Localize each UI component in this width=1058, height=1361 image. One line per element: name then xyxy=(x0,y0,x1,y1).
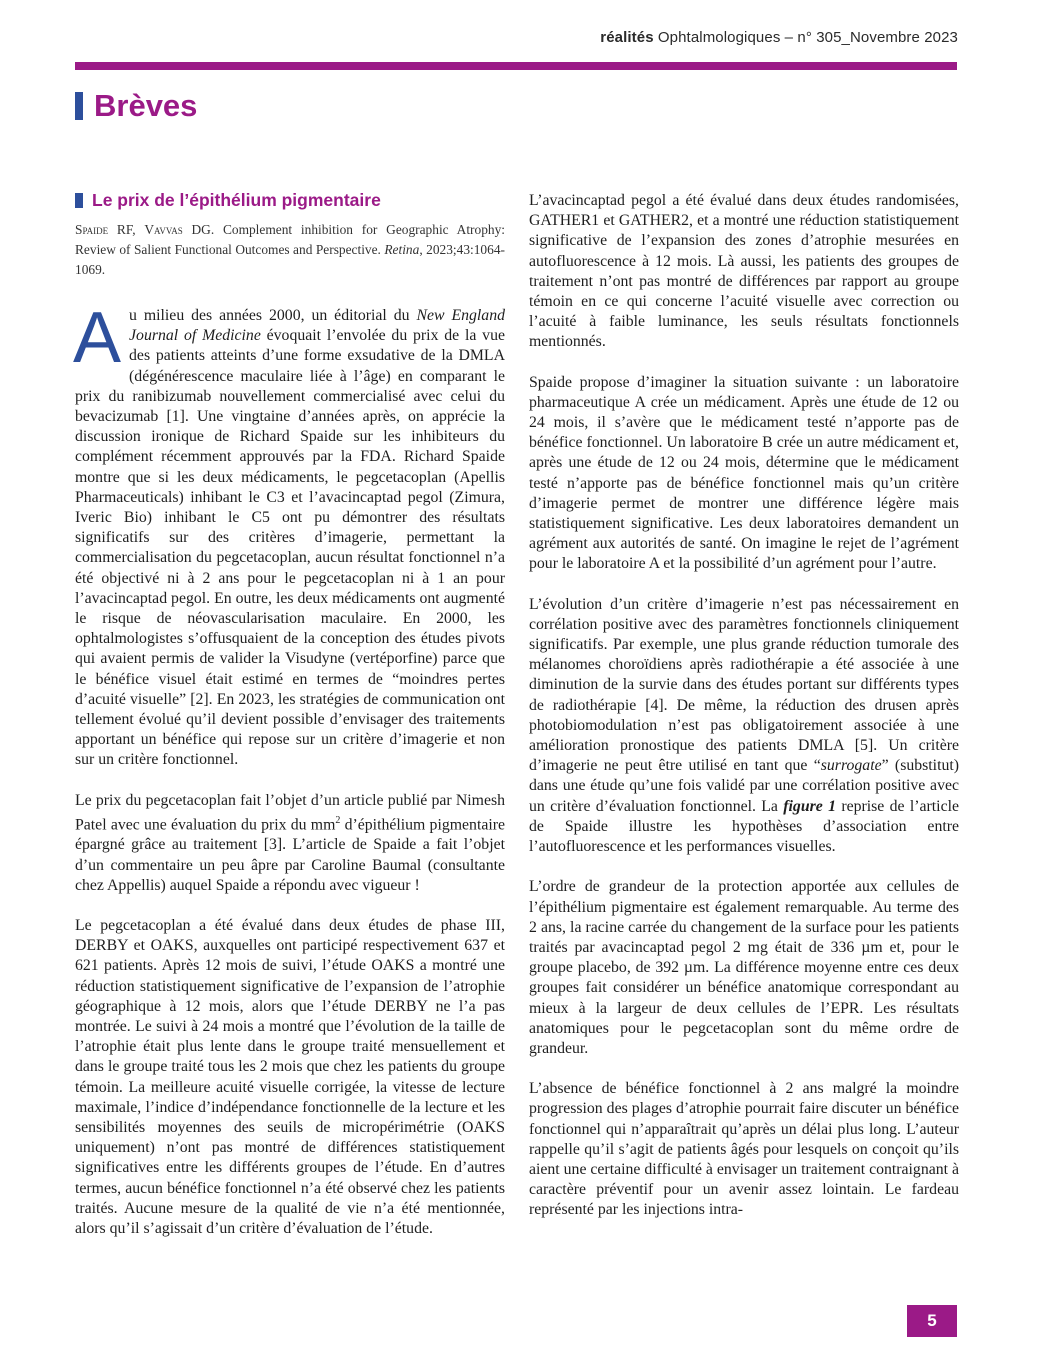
section-title: Brèves xyxy=(94,88,198,123)
drop-cap: A xyxy=(73,298,122,378)
paragraph-6-text-b: ” (substitut) dans une étude qu’une fois validé par une corrélation positive avec un critère d’évaluation fonctionnel. La xyxy=(529,757,960,815)
section-marker-icon xyxy=(75,92,83,120)
article-title: Le prix de l’épithélium pigmentaire xyxy=(92,190,381,210)
figure-reference: figure 1 xyxy=(783,797,836,815)
page-number: 5 xyxy=(907,1305,957,1337)
right-column xyxy=(529,191,959,1241)
section-heading xyxy=(75,88,197,124)
paragraph-1-text-b: évoquait l’envolée du prix de la vue des patients atteints d’une forme exsudative de la DMLA (dégénérescence maculaire liée à l’âge) en comparant le prix du ranibizumab nouvellement commercialisé avec celui du bevacizumab [1]. Une vingtaine d’années après, on apprécie la discussion ironique de Richard Spaide sur les inhibiteurs du complément récemment approuvés par la FDA. Richard Spaide montre que si les deux médicaments, le pegcetacoplan (Apellis Pharmaceuticals) inhibant le C3 et l’avacincaptad pegol (Zimura, Iveric Bio) inhibant le C5 ont pu démontrer des résultats significatifs sur des critères d’imagerie, permettant la commercialisation du pegcetacoplan, aucun résultat fonctionnel n’a été objectivé ni à 2 ans pour le pegcetacoplan ni à 1 an pour l’avacincaptad pegol. En outre, les deux médicaments ont augmenté le risque de néovascularisation maculaire. En 2000, les ophtalmologistes s’offusquaient de la conception des études pivots qui avaient permis de valider la Visudyne (vertéporfine) parce que le bénéfice visuel était estimé en termes de “moindres pertes d’acuité visuelle” [2]. En 2023, les stratégies de communication ont tellement évolué qu’il devient possible d’envisager des traitements apportant un bénéfice qui repose sur un critère d’imagerie et non sur un critère fonctionnel. xyxy=(75,327,505,769)
journal-issue-info: Ophtalmologiques – n° 305_Novembre 2023 xyxy=(653,29,958,46)
paragraph-8: L’absence de bénéfice fonctionnel à 2 ans malgré la moindre progression des plages d’atrophie pourrait faire discuter un bénéfice fonctionnel qui n’apparaîtrait qu’après un délai plus long. L’auteur rappelle qu’il s’agit de patients âgés pour lesquels on conçoit qu’ils aient une certaine difficulté à envisager un traitement contraignant à caractère préventif pour un avenir assez lointain. Le fardeau représenté par les injections intra- xyxy=(529,1080,959,1219)
paragraph-1-text-a: u milieu des années 2000, un éditorial du xyxy=(129,307,417,324)
reference-text: RF, xyxy=(108,222,145,237)
paragraph-5: Spaide propose d’imaginer la situation suivante : un laboratoire pharmaceutique A crée un médicament. Après une étude de 12 ou 24 mois, il s’avère que le médicament testé n’apporte pas de bénéfice fonctionnel. Un laboratoire B crée un autre médicament et, après une étude de 12 ou 24 mois, détermine que le médicament testé n’apporte pas de bénéfice fonctionnel mais qu’un critère d’imagerie permet de montrer une différence légère mais statistiquement significative. Les deux laboratoires demandent un agrément aux autorités de santé. On imagine le rejet de l’agrément pour le laboratoire A et la possibilité d’un agrément pour l’autre. xyxy=(529,373,959,573)
reference-journal: Retina xyxy=(384,242,420,257)
superscript: 2 xyxy=(335,814,341,826)
journal-name-italic: New England Journal of Medicine xyxy=(129,307,505,345)
article-heading xyxy=(75,190,505,211)
paragraph-6 xyxy=(529,595,959,858)
paragraph-1 xyxy=(73,298,505,771)
journal-header xyxy=(600,29,958,46)
left-column xyxy=(75,190,505,1259)
paragraph-2 xyxy=(75,791,505,896)
reference-author-2: Vavvas xyxy=(144,222,183,237)
paragraph-4: L’avacincaptad pegol a été évalué dans deux études randomisées, GATHER1 et GATHER2, et a montré une réduction statistiquement significative de l’expansion des zones d’atrophie mesurées en autofluorescence à 12 mois. Là aussi, les patients des groupes de traitement n’ont pas montré de différences par rapport au groupe témoin en ce qui concerne l’acuité visuelle avec correction ou l’acuité à faible luminance, les seuls résultats fonctionnels mentionnés. xyxy=(529,192,959,351)
article-reference xyxy=(75,220,505,280)
paragraph-7: L’ordre de grandeur de la protection apportée aux cellules de l’épithélium pigmentaire est également remarquable. Au terme des 2 ans, la racine carrée du changement de la surface pour les patients traités par avacincaptad pegol 2 mg était de 336 µm et, pour le groupe placebo, de 392 µm. La différence moyenne entre ces deux groupes fait considérer un bénéfice anatomique correspondant au mieux à la largeur de deux cellules de l’EPR. Les résultats anatomiques pour le pegcetacoplan sont du même ordre de grandeur. xyxy=(529,878,959,1057)
reference-title: DG. Complement inhibition for Geographic Atrophy: Review of Salient Functional Outcomes and Perspective. xyxy=(75,222,505,257)
surrogate-italic: surrogate xyxy=(820,757,882,775)
paragraph-6-text-c: reprise de l’article de Spaide illustre les hypothèses d’association entre l’autofluorescence et les performances visuelles. xyxy=(529,797,959,856)
journal-brand: réalités xyxy=(600,29,654,46)
reference-citation: , 2023;43:1064-1069. xyxy=(75,242,505,277)
reference-author-1: Spaide xyxy=(75,222,109,237)
paragraph-3: Le pegcetacoplan a été évalué dans deux études de phase III, DERBY et OAKS, auxquelles ont participé respectivement 637 et 621 patients. Après 12 mois de suivi, l’étude OAKS a montré une réduction statistiquement significative de l’expansion de l’atrophie géographique à 12 mois, alors que l’étude DERBY ne l’a pas montrée. Le suivi à 24 mois a montré que l’évolution de la taille de l’atrophie était plus lente dans le groupe traité mensuellement et dans le groupe traité tous les 2 mois que chez les patients du groupe témoin. La meilleure acuité visuelle corrigée, la vitesse de lecture maximale, l’indice d’indépendance fonctionnelle de la lecture et les sensibilités moyennes des seuils de micropérimétrie (OAKS uniquement) n’ont pas montré de différences statistiquement significatives entre les différents groupes de l’étude. En d’autres termes, aucun bénéfice fonctionnel n’a été observé chez les patients traités. Aucune mesure de la qualité de vie n’a été mentionnée, alors qu’il s’agissait d’un critère d’évaluation de l’étude. xyxy=(75,916,505,1237)
article-marker-icon xyxy=(75,193,83,208)
paragraph-2-text-a: Le prix du pegcetacoplan fait l’objet d’un article publié par Nimesh Patel avec une évaluation du prix du mm xyxy=(75,791,505,834)
paragraph-6-text-a: L’évolution d’un critère d’imagerie n’est pas nécessairement en corrélation positive avec des paramètres fonctionnels cliniquement significatifs. Par exemple, une plus grande réduction tumorale des mélanomes choroïdiens après radiothérapie a été associée à une diminution de la survie dans des études portant sur différents types de radiothérapie [4]. De même, la réduction des drusen après photobiomodulation n’est pas obligatoirement associée à une amélioration pronostique des patients DMLA [5]. Un critère d’imagerie ne peut être utilisé en tant que “ xyxy=(529,595,959,775)
paragraph-2-text-b: d’épithélium pigmentaire épargné grâce au traitement [3]. L’article de Spaide a fait l’objet d’un commentaire un peu âpre par Caroline Baumal (consultante chez Appellis) auquel Spaide a répondu avec vigueur ! xyxy=(75,816,506,894)
header-divider-bar xyxy=(75,62,957,70)
